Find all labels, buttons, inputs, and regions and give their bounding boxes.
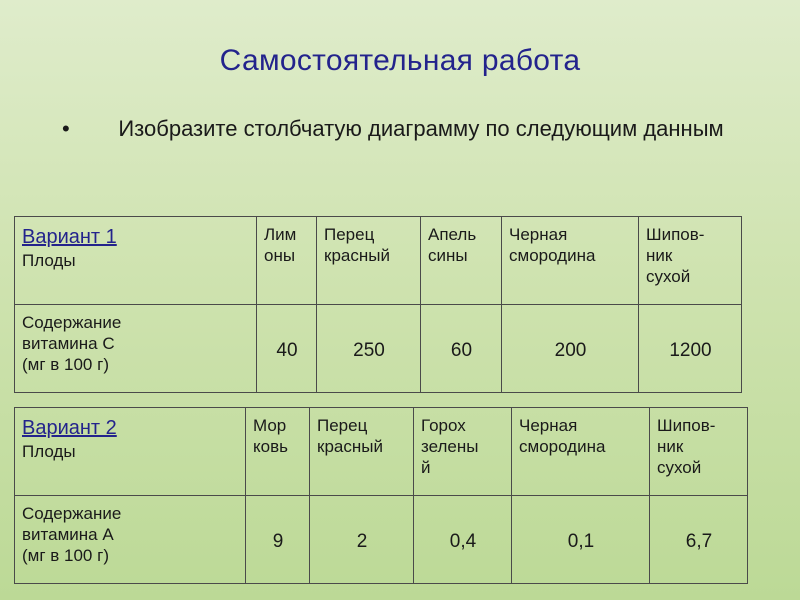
value-label-cell: Содержание витамина С (мг в 100 г) (15, 305, 257, 393)
variant-1-table (14, 216, 742, 393)
variant-2-table (14, 407, 748, 584)
column-header: Горох зелены й (414, 408, 512, 496)
value-cell: 9 (246, 496, 310, 584)
variant-title: Вариант 2 (22, 417, 117, 439)
value-cell: 0,1 (512, 496, 650, 584)
column-header: Шипов- ник сухой (639, 217, 742, 305)
column-header: Шипов- ник сухой (650, 408, 748, 496)
variant-title: Вариант 1 (22, 226, 117, 248)
column-header: Лим оны (257, 217, 317, 305)
column-header: Апель сины (421, 217, 502, 305)
value-label-cell: Содержание витамина А (мг в 100 г) (15, 496, 246, 584)
column-header: Перец красный (317, 217, 421, 305)
column-header: Мор ковь (246, 408, 310, 496)
value-cell: 250 (317, 305, 421, 393)
value-cell: 2 (310, 496, 414, 584)
fruits-label: Плоды (22, 442, 76, 461)
column-header: Черная смородина (512, 408, 650, 496)
table-header-row (15, 408, 748, 496)
task-text: Изобразите столбчатую диаграмму по следующим данным (118, 116, 724, 141)
value-cell: 6,7 (650, 496, 748, 584)
variant-header-cell (15, 217, 257, 305)
value-cell: 40 (257, 305, 317, 393)
value-cell: 200 (502, 305, 639, 393)
task-bullet (62, 113, 752, 145)
table-header-row (15, 217, 742, 305)
fruits-label: Плоды (22, 251, 76, 270)
slide-title: Самостоятельная работа (219, 44, 581, 77)
value-cell: 0,4 (414, 496, 512, 584)
value-cell: 1200 (639, 305, 742, 393)
table-row (15, 305, 742, 393)
bullet-icon: • (62, 116, 70, 141)
column-header: Черная смородина (502, 217, 639, 305)
variant-header-cell (15, 408, 246, 496)
table-row (15, 496, 748, 584)
column-header: Перец красный (310, 408, 414, 496)
value-cell: 60 (421, 305, 502, 393)
